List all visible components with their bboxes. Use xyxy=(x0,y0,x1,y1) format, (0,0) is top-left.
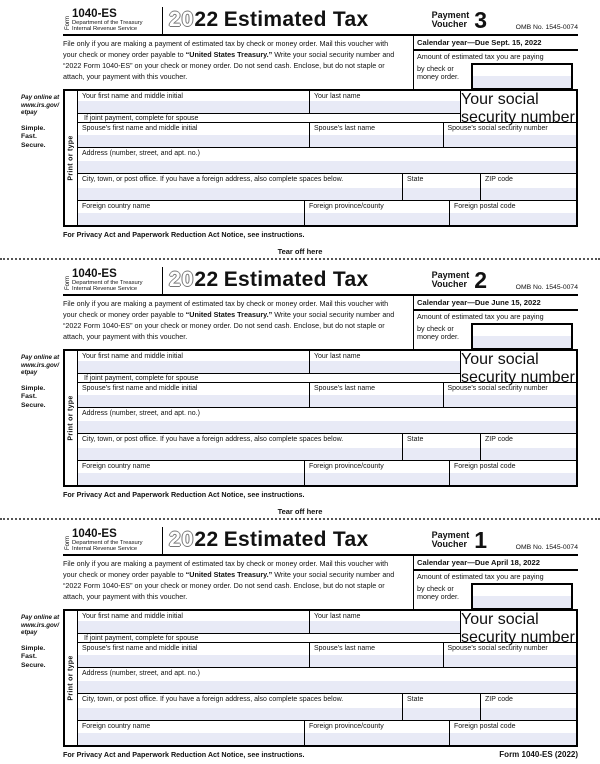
print-or-type-cell xyxy=(65,611,78,745)
zip-field: ZIP code xyxy=(480,694,576,720)
irs-url-path: etpay xyxy=(21,629,38,637)
spouse-ssn-input[interactable] xyxy=(444,655,577,667)
amount-input[interactable] xyxy=(471,583,573,610)
ssn-field: Your social security number xyxy=(461,91,575,126)
amount-panel xyxy=(413,556,578,609)
tax-year: 22 xyxy=(194,8,219,31)
ssn-field: Your social security number xyxy=(461,611,575,646)
city-field: City, town, or post office. If you have a foreign address, also complete spaces below. xyxy=(78,694,402,720)
form-title-text: Estimated Tax xyxy=(223,8,369,31)
state-input[interactable] xyxy=(403,188,480,200)
privacy-act-notice: For Privacy Act and Paperwork Reduction Act Notice, see instructions. xyxy=(63,750,305,759)
payment-voucher-label xyxy=(432,266,487,294)
irs-url: www.irs.gov/ xyxy=(21,621,59,629)
secure-label: Secure. xyxy=(21,141,46,149)
foreign-province-field: Foreign province/county xyxy=(304,461,449,485)
header-divider xyxy=(162,7,163,34)
foreign-postal-input[interactable] xyxy=(450,473,576,485)
form-title xyxy=(169,6,432,34)
amount-label-2: by check or xyxy=(417,63,454,73)
ssn-field: Your social security number xyxy=(461,351,575,386)
zip-input[interactable] xyxy=(481,448,576,460)
foreign-province-field: Foreign province/county xyxy=(304,721,449,745)
foreign-country-input[interactable] xyxy=(78,473,304,485)
irs-label: Internal Revenue Service xyxy=(72,546,138,553)
spouse-first-name-field: Spouse’s first name and middle initial xyxy=(78,643,309,667)
state-field: State xyxy=(402,694,480,720)
spouse-ssn-field: Spouse’s social security number xyxy=(443,123,577,147)
privacy-act-notice: For Privacy Act and Paperwork Reduction Act Notice, see instructions. xyxy=(63,490,305,499)
amount-label-2: by check or xyxy=(417,583,454,593)
tear-off-section xyxy=(0,504,600,526)
print-or-type-cell xyxy=(65,351,78,485)
state-input[interactable] xyxy=(403,708,480,720)
amount-label-2: by check or xyxy=(417,323,454,333)
tear-off-line xyxy=(0,518,600,520)
voucher-number: 2 xyxy=(474,267,487,293)
address-field: Address (number, street, and apt. no.) xyxy=(78,408,576,433)
foreign-country-field: Foreign country name xyxy=(78,721,304,745)
foreign-postal-input[interactable] xyxy=(450,213,576,225)
irs-label: Internal Revenue Service xyxy=(72,286,138,293)
zip-input[interactable] xyxy=(481,188,576,200)
filing-instructions: File only if you are making a payment of estimated tax by check or money order. Mail this voucher with your check or money order payable to “United States Treasury.” Write your social security number and “2022 Form 1040-ES” on your check or money order. Do not send cash. Enclose, but do not staple or attach, your payment with this voucher. xyxy=(63,299,395,341)
first-name-input[interactable] xyxy=(78,101,309,113)
print-or-type-label: Print or type xyxy=(67,135,75,181)
payee-name: “United States Treasury.” xyxy=(185,569,273,579)
voucher-header xyxy=(63,266,578,296)
city-field: City, town, or post office. If you have a foreign address, also complete spaces below. xyxy=(78,174,402,200)
payment-voucher-label xyxy=(432,526,487,554)
foreign-country-input[interactable] xyxy=(78,733,304,745)
zip-field: ZIP code xyxy=(480,434,576,460)
calendar-year-due: Calendar year—Due April 18, 2022 xyxy=(414,556,578,571)
omb-number: OMB No. 1545-0074 xyxy=(515,284,578,291)
address-field: Address (number, street, and apt. no.) xyxy=(78,148,576,173)
filing-instructions: File only if you are making a payment of estimated tax by check or money order. Mail this voucher with your check or money order payable to “United States Treasury.” Write your social security number and “2022 Form 1040-ES” on your check or money order. Do not send cash. Enclose, but do not staple or attach, your payment with this voucher. xyxy=(63,39,395,81)
form-title xyxy=(169,526,432,554)
amount-panel xyxy=(413,36,578,89)
taxpayer-info-table xyxy=(63,609,578,747)
last-name-field: Your last name xyxy=(309,91,460,113)
tax-year-prefix: 20 xyxy=(169,528,195,551)
address-input[interactable] xyxy=(78,161,576,173)
spouse-ssn-field: Spouse’s social security number xyxy=(443,383,577,407)
secure-label: Secure. xyxy=(21,401,46,409)
foreign-postal-field: Foreign postal code xyxy=(449,201,576,225)
calendar-year-due: Calendar year—Due Sept. 15, 2022 xyxy=(414,36,578,51)
voucher-word: Voucher xyxy=(431,539,468,549)
payment-word: Payment xyxy=(431,269,470,280)
joint-payment-note: If joint payment, complete for spouse xyxy=(78,373,460,383)
foreign-postal-field: Foreign postal code xyxy=(449,461,576,485)
spouse-first-name-input[interactable] xyxy=(78,395,309,407)
fast-label: Fast. xyxy=(21,393,37,401)
voucher-word: Voucher xyxy=(431,279,468,289)
privacy-act-notice: For Privacy Act and Paperwork Reduction Act Notice, see instructions. xyxy=(63,230,305,239)
amount-label: Amount of estimated tax you are paying xyxy=(417,312,544,321)
payee-name: “United States Treasury.” xyxy=(185,309,273,319)
last-name-field: Your last name xyxy=(309,351,460,373)
header-divider xyxy=(162,527,163,554)
foreign-country-field: Foreign country name xyxy=(78,201,304,225)
foreign-province-input[interactable] xyxy=(305,213,449,225)
amount-label-3: money order. xyxy=(417,332,459,342)
form-id-footer: Form 1040-ES (2022) xyxy=(499,750,578,759)
address-input[interactable] xyxy=(78,421,576,433)
spouse-first-name-field: Spouse’s first name and middle initial xyxy=(78,383,309,407)
voucher-number: 3 xyxy=(474,7,487,33)
spouse-first-name-input[interactable] xyxy=(78,655,309,667)
payment-voucher-3 xyxy=(0,6,600,244)
first-name-input[interactable] xyxy=(78,361,309,373)
amount-label: Amount of estimated tax you are paying xyxy=(417,572,544,581)
form-title-text: Estimated Tax xyxy=(223,268,369,291)
voucher-header xyxy=(63,6,578,36)
voucher-header xyxy=(63,526,578,556)
zip-input[interactable] xyxy=(481,708,576,720)
last-name-field: Your last name xyxy=(309,611,460,633)
payment-voucher-2 xyxy=(0,266,600,504)
tax-year: 22 xyxy=(194,268,219,291)
state-input[interactable] xyxy=(403,448,480,460)
print-or-type-label: Print or type xyxy=(67,395,75,441)
pay-online-line: Pay online at xyxy=(21,94,60,101)
joint-payment-note: If joint payment, complete for spouse xyxy=(78,633,460,643)
tear-off-line xyxy=(0,258,600,260)
spouse-last-name-field: Spouse’s last name xyxy=(309,123,443,147)
city-input[interactable] xyxy=(78,188,402,200)
form-title-text: Estimated Tax xyxy=(223,528,369,551)
irs-url: www.irs.gov/ xyxy=(21,101,59,109)
tear-off-section xyxy=(0,244,600,266)
tax-year-prefix: 20 xyxy=(169,268,195,291)
taxpayer-info-table xyxy=(63,89,578,227)
form-number: 1040-ES xyxy=(72,268,117,280)
amount-label: Amount of estimated tax you are paying xyxy=(417,52,544,61)
filing-instructions: File only if you are making a payment of estimated tax by check or money order. Mail this voucher with your check or money order payable to “United States Treasury.” Write your social security number and “2022 Form 1040-ES” on your check or money order. Do not send cash. Enclose, but do not staple or attach, your payment with this voucher. xyxy=(63,559,395,601)
first-name-field: Your first name and middle initial xyxy=(78,91,309,113)
form-number: 1040-ES xyxy=(72,528,117,540)
calendar-year-due: Calendar year—Due June 15, 2022 xyxy=(414,296,578,311)
simple-label: Simple. xyxy=(21,124,46,132)
payee-name: “United States Treasury.” xyxy=(185,49,273,59)
first-name-field: Your first name and middle initial xyxy=(78,611,309,633)
secure-label: Secure. xyxy=(21,661,46,669)
pay-online-line: Pay online at xyxy=(21,614,60,621)
spouse-ssn-input[interactable] xyxy=(444,395,577,407)
simple-label: Simple. xyxy=(21,384,46,392)
amount-panel xyxy=(413,296,578,349)
voucher-number: 1 xyxy=(474,527,487,553)
pay-online-note xyxy=(21,354,63,411)
amount-label-3: money order. xyxy=(417,72,459,82)
irs-url-path: etpay xyxy=(21,109,38,117)
city-input[interactable] xyxy=(78,448,402,460)
foreign-postal-input[interactable] xyxy=(450,733,576,745)
payment-word: Payment xyxy=(431,9,470,20)
amount-label-3: money order. xyxy=(417,592,459,602)
form-word: Form xyxy=(64,15,71,30)
foreign-province-input[interactable] xyxy=(305,733,449,745)
fast-label: Fast. xyxy=(21,653,37,661)
form-number: 1040-ES xyxy=(72,8,117,20)
last-name-input[interactable] xyxy=(310,361,460,373)
spouse-last-name-input[interactable] xyxy=(310,135,443,147)
pay-online-note xyxy=(21,614,63,671)
form-word: Form xyxy=(64,275,71,290)
spouse-ssn-input[interactable] xyxy=(444,135,577,147)
tax-year: 22 xyxy=(194,528,219,551)
spouse-first-name-field: Spouse’s first name and middle initial xyxy=(78,123,309,147)
foreign-province-field: Foreign province/county xyxy=(304,201,449,225)
amount-input[interactable] xyxy=(471,63,573,90)
voucher-word: Voucher xyxy=(431,19,468,29)
first-name-field: Your first name and middle initial xyxy=(78,351,309,373)
amount-input[interactable] xyxy=(471,323,573,350)
zip-field: ZIP code xyxy=(480,174,576,200)
tear-off-label: Tear off here xyxy=(277,247,323,256)
spouse-last-name-field: Spouse’s last name xyxy=(309,383,443,407)
irs-label: Internal Revenue Service xyxy=(72,26,138,33)
spouse-first-name-input[interactable] xyxy=(78,135,309,147)
spouse-last-name-input[interactable] xyxy=(310,395,443,407)
omb-number: OMB No. 1545-0074 xyxy=(515,24,578,31)
fast-label: Fast. xyxy=(21,133,37,141)
pay-online-line: Pay online at xyxy=(21,354,60,361)
foreign-country-input[interactable] xyxy=(78,213,304,225)
payment-voucher-label xyxy=(432,6,487,34)
last-name-input[interactable] xyxy=(310,621,460,633)
address-field: Address (number, street, and apt. no.) xyxy=(78,668,576,693)
print-or-type-cell xyxy=(65,91,78,225)
print-or-type-label: Print or type xyxy=(67,655,75,701)
spouse-last-name-field: Spouse’s last name xyxy=(309,643,443,667)
address-input[interactable] xyxy=(78,681,576,693)
payment-word: Payment xyxy=(431,529,470,540)
taxpayer-info-table xyxy=(63,349,578,487)
state-field: State xyxy=(402,434,480,460)
treasury-label: Department of the Treasury xyxy=(72,20,143,26)
first-name-input[interactable] xyxy=(78,621,309,633)
form-word: Form xyxy=(64,535,71,550)
omb-number: OMB No. 1545-0074 xyxy=(515,544,578,551)
treasury-label: Department of the Treasury xyxy=(72,280,143,286)
last-name-input[interactable] xyxy=(310,101,460,113)
spouse-last-name-input[interactable] xyxy=(310,655,443,667)
foreign-province-input[interactable] xyxy=(305,473,449,485)
irs-url-path: etpay xyxy=(21,369,38,377)
header-divider xyxy=(162,267,163,294)
spouse-ssn-field: Spouse’s social security number xyxy=(443,643,577,667)
state-field: State xyxy=(402,174,480,200)
simple-label: Simple. xyxy=(21,644,46,652)
joint-payment-note: If joint payment, complete for spouse xyxy=(78,113,460,123)
payment-voucher-1 xyxy=(0,526,600,764)
treasury-label: Department of the Treasury xyxy=(72,540,143,546)
foreign-postal-field: Foreign postal code xyxy=(449,721,576,745)
city-input[interactable] xyxy=(78,708,402,720)
form-title xyxy=(169,266,432,294)
irs-url: www.irs.gov/ xyxy=(21,361,59,369)
pay-online-note xyxy=(21,94,63,151)
tear-off-label: Tear off here xyxy=(277,507,323,516)
foreign-country-field: Foreign country name xyxy=(78,461,304,485)
tax-year-prefix: 20 xyxy=(169,8,195,31)
city-field: City, town, or post office. If you have a foreign address, also complete spaces below. xyxy=(78,434,402,460)
